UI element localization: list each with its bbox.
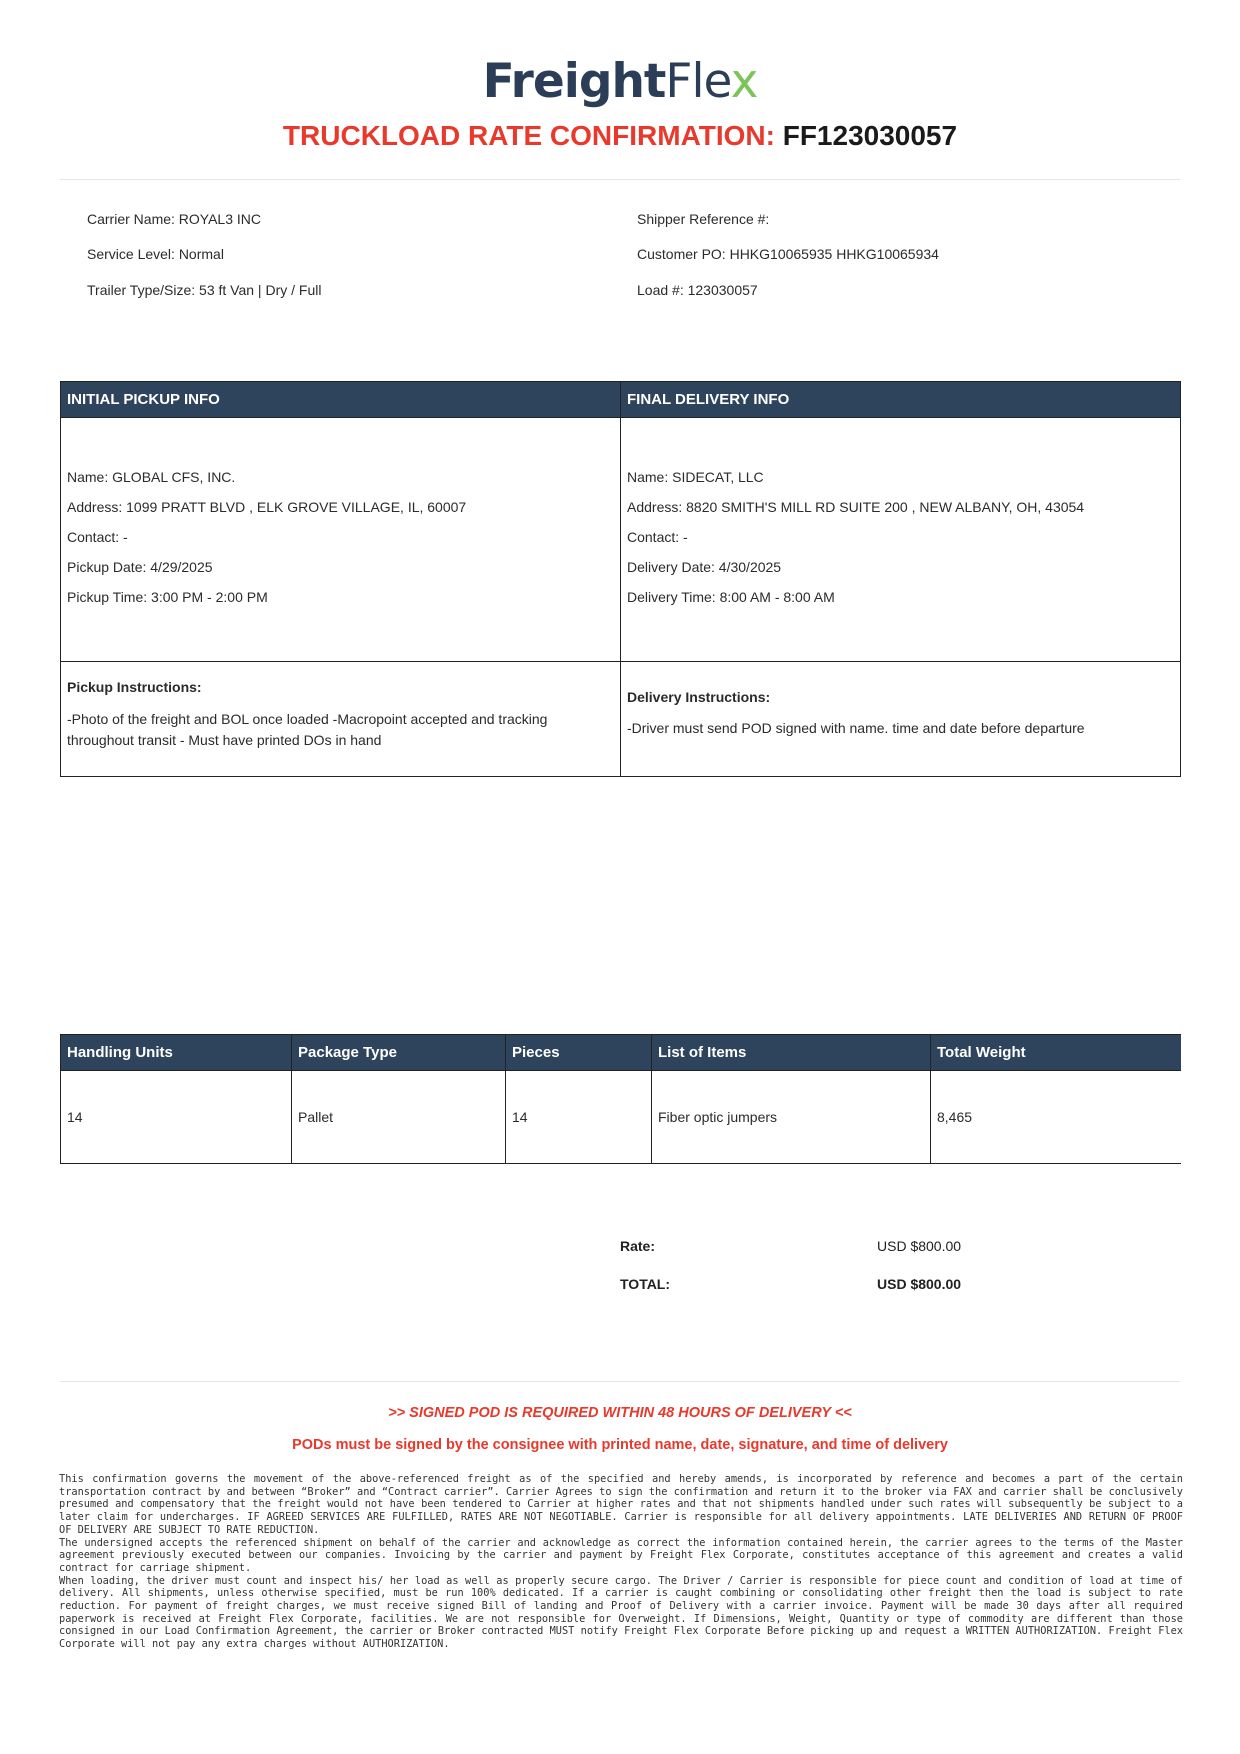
- total-label: TOTAL:: [620, 1276, 671, 1292]
- shipper-reference: Shipper Reference #:: [637, 211, 770, 227]
- delivery-info-cell: [621, 418, 1181, 662]
- delivery-instructions-title: Delivery Instructions:: [627, 689, 771, 705]
- delivery-time: Delivery Time: 8:00 AM - 8:00 AM: [627, 589, 835, 605]
- pickup-header: INITIAL PICKUP INFO: [61, 382, 621, 418]
- handling-units-value: 14: [61, 1071, 292, 1164]
- col-list-of-items: List of Items: [652, 1035, 931, 1071]
- freightflex-logo: [0, 52, 1240, 112]
- legal-paragraph-1: This confirmation governs the movement of the above-referenced freight as of the specified and hereby amends, is incorporated by reference and becomes a part of the certain transportation contract by and between “Broker” and “Contract carrier”. Carrier Agrees to sign the confirmation and return it to the broker via FAX and carrier shall be conclusively presumed and compensatory that the freight would not have been tendered to Carrier at higher rates and that not shipments handled under such rates will subsequently be subject to a later claim for undercharges. IF AGREED SERVICES ARE FULFILLED, RATES ARE NOT NEGOTIABLE. Carrier is responsible for all delivery appointments. LATE DELIVERIES AND RETURN OF PROOF OF DELIVERY ARE SUBJECT TO RATE REDUCTION.: [59, 1473, 1183, 1536]
- pickup-delivery-table: [60, 381, 1181, 777]
- logo-part-flex: Fle: [665, 54, 731, 109]
- document-title: [0, 118, 1240, 154]
- pickup-address: Address: 1099 PRATT BLVD , ELK GROVE VILLAGE, IL, 60007: [67, 499, 467, 515]
- load-number: Load #: 123030057: [637, 282, 758, 298]
- rate-label: Rate:: [620, 1238, 656, 1254]
- header-divider: [60, 179, 1180, 180]
- col-total-weight: Total Weight: [931, 1035, 1182, 1071]
- delivery-header: FINAL DELIVERY INFO: [621, 382, 1181, 418]
- delivery-instructions-cell: [621, 662, 1181, 777]
- logo-part-freight: Freight: [482, 54, 666, 109]
- total-weight-value: 8,465: [931, 1071, 1182, 1164]
- rate-value: USD $800.00: [877, 1238, 962, 1254]
- service-level: Service Level: Normal: [87, 246, 224, 262]
- delivery-contact: Contact: -: [627, 529, 688, 545]
- pod-required-notice: >> SIGNED POD IS REQUIRED WITHIN 48 HOURS OF DELIVERY <<: [388, 1405, 852, 1421]
- delivery-name: Name: SIDECAT, LLC: [627, 469, 764, 485]
- delivery-address: Address: 8820 SMITH'S MILL RD SUITE 200 , NEW ALBANY, OH, 43054: [627, 499, 1085, 515]
- pickup-time: Pickup Time: 3:00 PM - 2:00 PM: [67, 589, 268, 605]
- pieces-value: 14: [506, 1071, 652, 1164]
- pickup-instructions-text: -Photo of the freight and BOL once loaded -Macropoint accepted and tracking throughout transit - Must have printed DOs in hand: [67, 711, 548, 748]
- trailer-type: Trailer Type/Size: 53 ft Van | Dry / Full: [87, 282, 322, 298]
- legal-paragraph-2: The undersigned accepts the referenced shipment on behalf of the carrier and acknowledge as correct the information contained herein, the carrier agrees to the terms of the Master agreement previously executed between our companies. Invoicing by the carrier and payment by Freight Flex Corporate, constitutes acceptance of this agreement and creates a valid contract for carriage shipment.: [59, 1536, 1183, 1574]
- items-header-row: [61, 1035, 1182, 1071]
- col-handling-units: Handling Units: [61, 1035, 292, 1071]
- footer-divider: [60, 1381, 1180, 1382]
- pickup-name: Name: GLOBAL CFS, INC.: [67, 469, 236, 485]
- list-of-items-value: Fiber optic jumpers: [652, 1071, 931, 1164]
- pickup-date: Pickup Date: 4/29/2025: [67, 559, 213, 575]
- table-row: [61, 1071, 1182, 1164]
- title-prefix: TRUCKLOAD RATE CONFIRMATION:: [282, 120, 775, 151]
- total-value: USD $800.00: [877, 1276, 962, 1292]
- pickup-instructions-title: Pickup Instructions:: [67, 679, 202, 695]
- col-package-type: Package Type: [292, 1035, 506, 1071]
- legal-paragraph-3: When loading, the driver must count and inspect his/ her load as well as properly secure cargo. The Driver / Carrier is responsible for piece count and condition of load at time of delivery. All shipments, unless otherwise specified, must be run 100% dedicated. If a carrier is caught combining or consolidating other freight then the load is subject to rate reduction. For payment of freight charges, we must receive signed Bill of landing and Proof of Delivery with a carrier invoice. Payment will be made 30 days after all required paperwork is received at Freight Flex Corporate, facilities. We are not responsible for Overweight. If Dimensions, Weight, Quantity or type of commodity are different than those consigned in our Load Confirmation Agreement, the carrier or Broker contracted MUST notify Freight Flex Corporate Before picking up and request a WRITTEN AUTHORIZATION. Freight Flex Corporate will not pay any extra charges without AUTHORIZATION.: [59, 1574, 1183, 1651]
- pickup-instructions-cell: [61, 662, 621, 777]
- legal-terms: [59, 1473, 1183, 1651]
- logo-part-x: x: [730, 54, 758, 109]
- confirmation-number: FF123030057: [782, 120, 958, 151]
- delivery-instructions-text: -Driver must send POD signed with name. time and date before departure: [627, 720, 1085, 736]
- pickup-info-cell: [61, 418, 621, 662]
- delivery-date: Delivery Date: 4/30/2025: [627, 559, 782, 575]
- items-table: [60, 1034, 1181, 1164]
- customer-po: Customer PO: HHKG10065935 HHKG10065934: [637, 246, 939, 262]
- pickup-contact: Contact: -: [67, 529, 128, 545]
- package-type-value: Pallet: [292, 1071, 506, 1164]
- col-pieces: Pieces: [506, 1035, 652, 1071]
- pod-signature-notice: PODs must be signed by the consignee with printed name, date, signature, and time of delivery: [292, 1437, 948, 1453]
- carrier-name: Carrier Name: ROYAL3 INC: [87, 211, 262, 227]
